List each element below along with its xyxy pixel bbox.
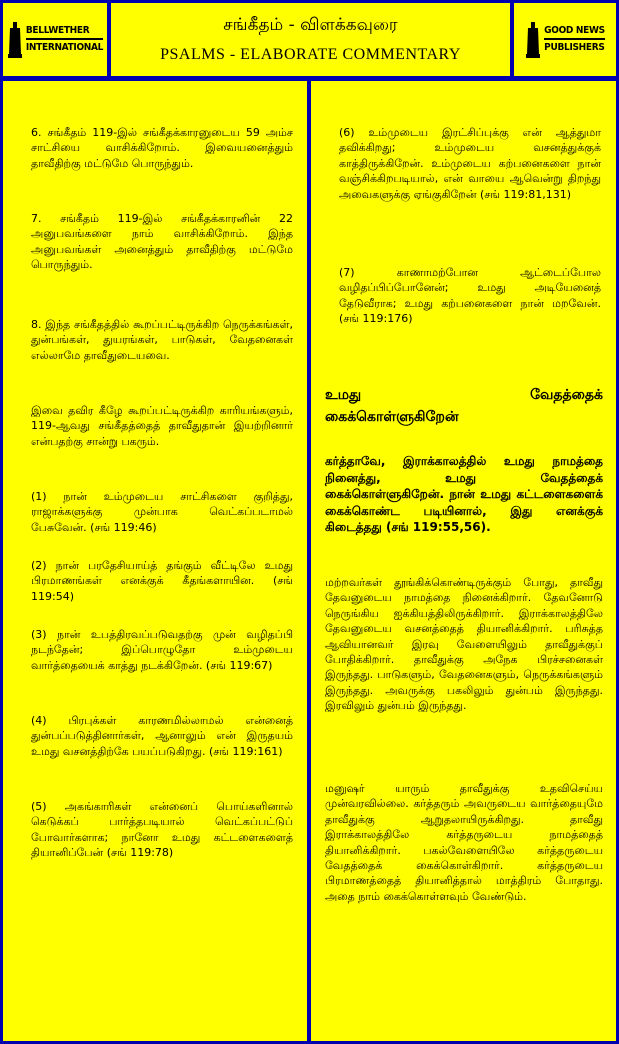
point-7: 7. சங்கீதம் 119-இல் சங்கீதக்காரனின் 22 அனுபவங்களை நாம் வாசிக்கிறோம். இந்த அனுபவங்கள் அனைத்தும் தாவீதிற்கு மட்டுமே பொருந்தும். bbox=[31, 212, 293, 272]
quote-4: (4) பிரபுக்கள் காரணமில்லாமல் என்னைத் துன்பப்படுத்தினார்கள், ஆனாலும் என் இருதயம் உமது வசனத்திற்கே பயப்படுகிறது. (சங் 119:161) bbox=[31, 714, 293, 758]
quote-3: (3) நான் உபத்திரவப்படுவதற்கு முன் வழிதப்பி நடந்தேன்; இப்பொழுதோ உம்முடைய வார்த்தையைக் காத்து நடக்கிறேன். (சங் 119:67) bbox=[31, 628, 293, 672]
bellwether-emblem-icon bbox=[7, 20, 23, 60]
good-news-emblem-icon bbox=[525, 20, 541, 60]
point-6: 6. சங்கீதம் 119-இல் சங்கீதக்காரனுடைய 59 அம்ச சாட்சியை வாசிக்கிறோம். இவையனைத்தும் தாவீதிற்கு மட்டுமே பொருந்தும். bbox=[31, 126, 293, 170]
heading-word-1: உமது bbox=[325, 387, 362, 403]
quote-2: (2) நான் பரதேசியாய்த் தங்கும் வீட்டிலே உமது பிரமாணங்கள் எனக்குக் கீதங்களாயின. (சங் 119:54) bbox=[31, 559, 293, 603]
quote-7: (7) காணாமற்போன ஆட்டைப்போல வழிதப்பிப்போனேன்; உமது அடியேனைத் தேடுவீராக; உமது கற்பனைகளை நான் மறவேன். (சங் 119:176) bbox=[339, 266, 601, 326]
right-logo-line1: GOOD NEWS bbox=[544, 25, 605, 40]
left-logo-line1: BELLWETHER bbox=[26, 25, 103, 40]
point-8: 8. இந்த சங்கீதத்தில் கூறப்பட்டிருக்கிற நெருக்கங்கள், துன்பங்கள், துயரங்கள், பாடுகள், வேதனைகள் எல்லாமே தாவீதுடையவை. bbox=[31, 318, 293, 362]
heading-line-2: கைக்கொள்ளுகிறேன் bbox=[325, 409, 459, 425]
commentary-paragraph-1: மற்றவர்கள் தூங்கிக்கொண்டிருக்கும் போது, தாவீது தேவனுடைய நாமத்தை நினைக்கிறார். தேவனோடு நெருங்கிய ஐக்கியத்திலிருக்கிறார். இராக்காலத்திலே தேவனுடைய வசனத்தைத் தியானிக்கிறார். பரிசுத்த ஆவியானவர் இரவு வேளையிலும் தாவீதுக்குப் போதிக்கிறார். தாவீதுக்கு அநேக பிரச்சனைகள் இருந்தது. பாடுகளும், வேதனைகளும், நெருக்கங்களும் இருந்தது. அவருக்கு பகலிலும் துன்பம் இருந்தது. இரவிலும் துன்பம் இருந்தது. bbox=[325, 576, 603, 713]
commentary-paragraph-2: மனுஷர் யாரும் தாவீதுக்கு உதவிசெய்ய முன்வரவில்லை. கர்த்தரும் அவருடைய வார்த்தையுமே தாவீதுக்கு ஆறுதலாயிருக்கிறது. தாவீது இராக்காலத்திலே கர்த்தருடைய நாமத்தைத் தியானிக்கிறார். பகல்வேளையிலே கர்த்தருடைய வேதத்தைக் கைக்கொள்கிறார். கர்த்தருடைய பிரமாணத்தைத் தியானித்தால் மாத்திரம் போதாது. அதை நாம் கைக்கொள்ளவும் வேண்டும். bbox=[325, 782, 603, 903]
title-tamil: சங்கீதம் - விளக்கவுரை bbox=[223, 15, 398, 35]
quote-5: (5) அகங்காரிகள் என்னைப் பொய்களினால் கெடுக்கப் பார்த்தபடியால் வெட்கப்பட்டுப் போவார்களாக; நானோ உமது கட்டளைகளைத் தியானிப்பேன் (சங் 119:78) bbox=[31, 800, 293, 860]
title-english: PSALMS - ELABORATE COMMENTARY bbox=[160, 46, 461, 63]
page-header bbox=[111, 3, 510, 76]
left-logo-line2: INTERNATIONAL bbox=[25, 42, 104, 53]
left-column bbox=[3, 81, 307, 1041]
bellwether-logo bbox=[3, 3, 107, 76]
heading-word-2: வேதத்தைக் bbox=[530, 387, 603, 403]
right-column bbox=[311, 81, 616, 1041]
quote-1: (1) நான் உம்முடைய சாட்சிகளை குறித்து, ராஜாக்களுக்கு முன்பாக வெட்கப்படாமல் பேசுவேன். (சங் 119:46) bbox=[31, 490, 293, 534]
intro-paragraph: இவை தவிர கீழே கூறப்பட்டிருக்கிற காரியங்களும், 119-ஆவது சங்கீதத்தைத் தாவீதுதான் இயற்றினார் என்பதற்கு சான்று பகரும். bbox=[31, 404, 293, 448]
section-heading bbox=[325, 384, 603, 428]
key-verse: கர்த்தாவே, இராக்காலத்தில் உமது நாமத்தை நினைத்து, உமது வேதத்தைக் கைக்கொள்ளுகிறேன். நான் உமது கட்டளைகளைக் கைக்கொண்ட படியினால், இது எனக்குக் கிடைத்தது (சங் 119:55,56). bbox=[325, 454, 603, 534]
good-news-logo bbox=[514, 3, 616, 76]
quote-6: (6) உம்முடைய இரட்சிப்புக்கு என் ஆத்துமா தவிக்கிறது; உம்முடைய வசனத்துக்குக் காத்திருக்கிறேன். உம்முடைய கற்பனைகளை நான் வஞ்சிக்கிறபடியால், என் வாயை ஆவென்று திறந்து அவைகளுக்கு ஏங்குகிறேன் (சங் 119:81,131) bbox=[339, 126, 601, 201]
right-logo-line2: PUBLISHERS bbox=[544, 42, 605, 53]
